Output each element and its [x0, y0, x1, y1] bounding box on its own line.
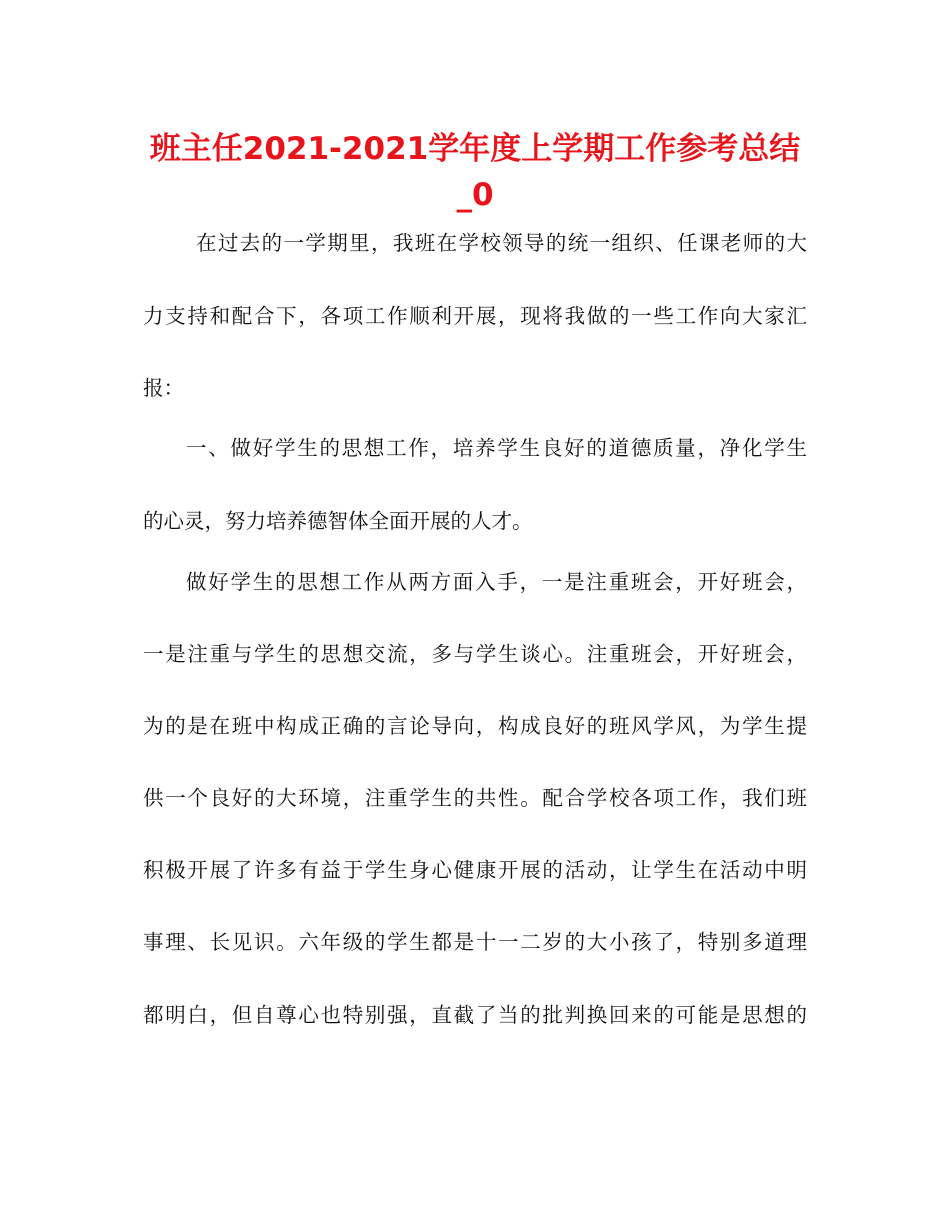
- paragraph-2-line-1: 一、做好学生的思想工作，培养学生良好的道德质量，净化学生: [186, 436, 807, 460]
- paragraph-1-line-1: 在过去的一学期里，我班在学校领导的统一组织、任课老师的大: [196, 231, 807, 255]
- paragraph-1-line-2: 力支持和配合下，各项工作顺利开展，现将我做的一些工作向大家汇: [143, 304, 807, 328]
- document-title: 班主任2021-2021学年度上学期工作参考总结: [149, 131, 801, 167]
- paragraph-3-line-3: 为的是在班中构成正确的言论导向，构成良好的班风学风，为学生提: [143, 714, 807, 738]
- paragraph-3-line-5: 积极开展了许多有益于学生身心健康开展的活动，让学生在活动中明: [143, 858, 807, 882]
- document-title-continuation: _0: [456, 177, 494, 213]
- paragraph-3-line-4: 供一个良好的大环境，注重学生的共性。配合学校各项工作，我们班: [143, 786, 807, 810]
- paragraph-3-line-7: 都明白，但自尊心也特别强，直截了当的批判换回来的可能是思想的: [143, 1003, 807, 1027]
- paragraph-3-line-6: 事理、长见识。六年级的学生都是十一二岁的大小孩了，特别多道理: [143, 930, 807, 954]
- paragraph-3-line-2: 一是注重与学生的思想交流，多与学生谈心。注重班会，开好班会，: [143, 642, 807, 666]
- paragraph-3-line-1: 做好学生的思想工作从两方面入手，一是注重班会，开好班会，: [186, 570, 807, 594]
- paragraph-2-line-2: 的心灵，努力培养德智体全面开展的人才。: [143, 509, 533, 533]
- paragraph-1-line-3: 报：: [143, 376, 184, 400]
